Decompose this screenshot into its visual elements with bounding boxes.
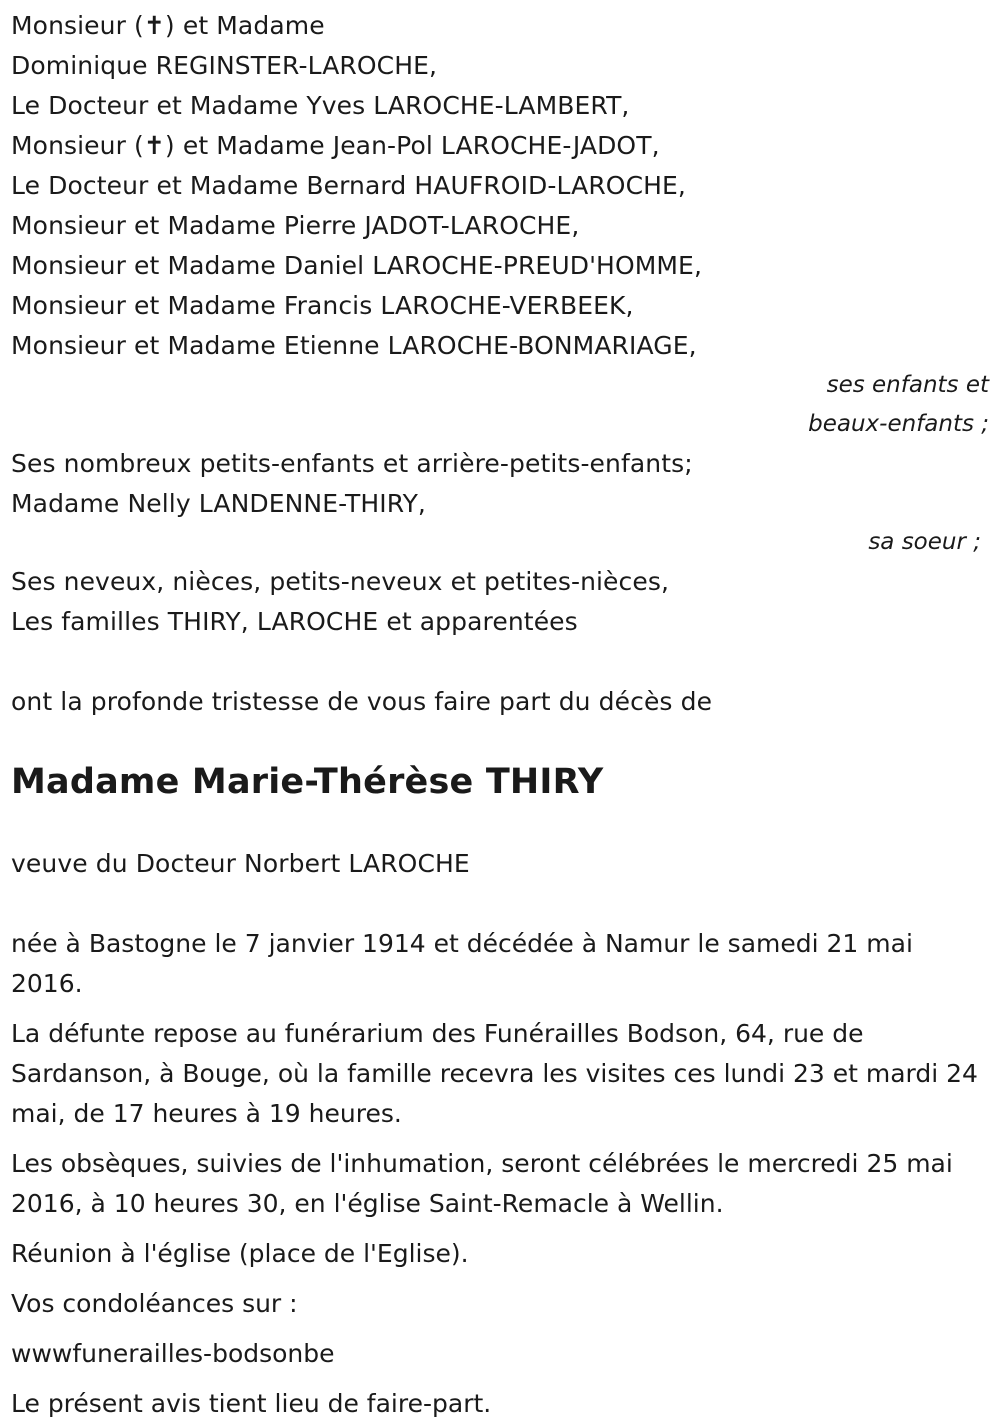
widow-of-line: veuve du Docteur Norbert LAROCHE <box>11 849 470 878</box>
meeting-paragraph: Réunion à l'église (place de l'Eglise). <box>11 1239 469 1268</box>
spacer <box>11 884 991 924</box>
family-line-7: Monsieur et Madame Daniel LAROCHE-PREUD'HOMME, <box>11 251 703 280</box>
children-label-2: beaux-enfants ; <box>808 411 989 437</box>
deceased-name: Madame Marie-Thérèse THIRY <box>11 762 604 802</box>
family-line-5: Le Docteur et Madame Bernard HAUFROID-LAROCHE, <box>11 171 686 200</box>
sister-line: Madame Nelly LANDENNE-THIRY, <box>11 489 426 518</box>
spacer <box>11 642 991 682</box>
families-line: Les familles THIRY, LAROCHE et apparentées <box>11 607 578 636</box>
condolences-label: Vos condoléances sur : <box>11 1289 298 1318</box>
family-line-6: Monsieur et Madame Pierre JADOT-LAROCHE, <box>11 211 580 240</box>
notice-paragraph: Le présent avis tient lieu de faire-part. <box>11 1389 492 1418</box>
grandchildren-line: Ses nombreux petits-enfants et arrière-petits-enfants; <box>11 449 693 478</box>
family-line-9: Monsieur et Madame Etienne LAROCHE-BONMARIAGE, <box>11 331 697 360</box>
sister-label: sa soeur ; <box>868 529 981 555</box>
obituary-notice <box>11 6 991 1424</box>
birth-death-paragraph: née à Bastogne le 7 janvier 1914 et décédée à Namur le samedi 21 mai 2016. <box>11 929 913 998</box>
announcement-line: ont la profonde tristesse de vous faire part du décès de <box>11 687 713 716</box>
funeral-paragraph: Les obsèques, suivies de l'inhumation, seront célébrées le mercredi 25 mai 2016, à 10 heures 30, en l'église Saint-Remacle à Wellin. <box>11 1149 953 1218</box>
website-link[interactable]: wwwfunerailles-bodsonbe <box>11 1339 335 1368</box>
children-label-1: ses enfants et <box>826 372 989 398</box>
family-line-1: Monsieur (✝) et Madame <box>11 11 325 40</box>
family-line-4: Monsieur (✝) et Madame Jean-Pol LAROCHE-JADOT, <box>11 131 660 160</box>
family-line-8: Monsieur et Madame Francis LAROCHE-VERBEEK, <box>11 291 634 320</box>
repose-paragraph: La défunte repose au funérarium des Funérailles Bodson, 64, rue de Sardanson, à Bouge, où la famille recevra les visites ces lundi 23 et mardi 24 mai, de 17 heures à 19 heures. <box>11 1019 978 1128</box>
family-line-3: Le Docteur et Madame Yves LAROCHE-LAMBERT, <box>11 91 630 120</box>
family-line-2: Dominique REGINSTER-LAROCHE, <box>11 51 438 80</box>
nephews-line: Ses neveux, nièces, petits-neveux et petites-nièces, <box>11 567 670 596</box>
